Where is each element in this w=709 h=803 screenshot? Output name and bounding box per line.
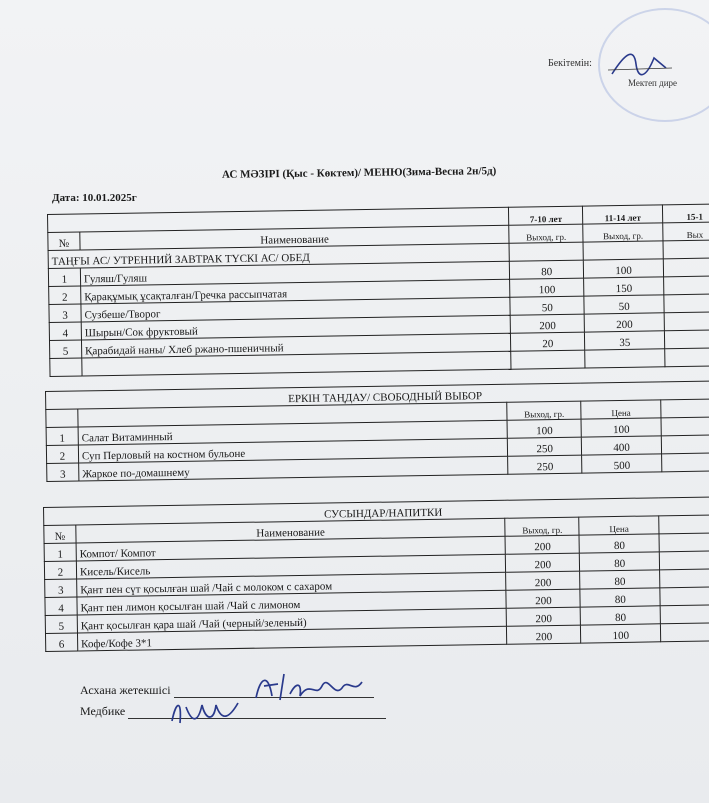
col-num-header: № [48, 232, 80, 250]
row-num: 5 [45, 615, 77, 633]
row-num: 5 [49, 340, 81, 358]
output-value: 35 [585, 331, 665, 350]
price-value: 100 [581, 624, 661, 643]
price-value: 500 [582, 454, 662, 473]
output-value: 250 [508, 437, 582, 456]
price-value: 100 [581, 418, 661, 437]
col-price-header: Цена [581, 400, 661, 419]
free-choice-title: ЕРКІН ТАҢДАУ/ СВОБОДНЫЙ ВЫБОР [46, 381, 709, 410]
row-num: 3 [49, 304, 81, 322]
dish-name: Шырын/Сок фруктовый [81, 315, 511, 340]
main-menu-table [47, 203, 709, 377]
approval-subtitle: Мектеп дире [628, 78, 678, 88]
output-value: 200 [506, 571, 580, 590]
output-value: 200 [507, 625, 581, 644]
row-num: 6 [45, 633, 77, 651]
dish-name: Жаркое по-домашнему [79, 456, 509, 481]
row-num: 1 [46, 427, 78, 445]
price-value: 80 [580, 606, 660, 625]
col-output-header: Выход, гр. [583, 223, 663, 242]
output-value: 80 [510, 260, 584, 279]
age-group-header: 7-10 лет [509, 206, 583, 225]
age-group-header: 15-1 [663, 204, 709, 223]
col-name-header: Наименование [76, 518, 506, 543]
output-value: 200 [510, 314, 584, 333]
drink-name: Қант қосылған қара шай /Чай (черный/зеленый) [77, 608, 507, 633]
col-output-header: Вых [663, 222, 709, 241]
output-value: 250 [508, 455, 582, 474]
col-output-header: Выход, гр. [507, 401, 581, 420]
approval-label: Бекітемін: [548, 58, 592, 69]
approval-block [548, 58, 678, 88]
dish-name: Қарабидай наны/ Хлеб ржано-пшеничный [81, 333, 511, 358]
nurse-signature [168, 693, 248, 729]
output-value: 200 [506, 589, 580, 608]
output-value: 20 [511, 332, 585, 351]
drink-name: Қант пен лимон қосылған шай /Чай с лимоном [77, 590, 507, 615]
nurse-label: Медбике [80, 704, 126, 718]
price-value: 80 [579, 534, 659, 553]
row-num: 1 [44, 543, 76, 561]
drinks-title: СУСЫНДАР/НАПИТКИ [44, 497, 709, 526]
output-value: 50 [510, 296, 584, 315]
free-choice-table [45, 380, 709, 482]
output-value: 50 [584, 295, 664, 314]
price-value: 80 [580, 588, 660, 607]
price-value: 400 [582, 436, 662, 455]
section-title: ТАҢҒЫ АС/ УТРЕННИЙ ЗАВТРАК ТҮСКІ АС/ ОБЕД [48, 243, 510, 268]
row-num: 2 [44, 561, 76, 579]
dish-name: Суп Перловый на костном бульоне [78, 438, 508, 463]
output-value: 100 [584, 259, 664, 278]
age-group-header: 11-14 лет [583, 205, 663, 224]
output-value: 200 [506, 553, 580, 572]
drink-name: Қант пен сүт қосылған шай /Чай с молоком с сахаром [77, 572, 507, 597]
drink-name: Кофе/Кофе 3*1 [77, 626, 507, 651]
col-output-header: Выход, гр. [509, 224, 583, 243]
output-value: 200 [505, 535, 579, 554]
page-title: АС МӘЗІРІ (Қыс - Көктем)/ МЕНЮ(Зима-Весна 2н/5д) [221, 165, 497, 181]
drink-name: Компот/ Компот [76, 536, 506, 561]
drink-name: Кисель/Кисель [76, 554, 506, 579]
col-name-header: Наименование [80, 225, 510, 250]
drinks-table [43, 496, 709, 652]
output-value: 100 [510, 278, 584, 297]
cook-signature [250, 668, 370, 708]
row-num: 1 [48, 268, 80, 286]
col-num-header: № [44, 525, 76, 543]
output-value: 200 [507, 607, 581, 626]
col-output-header: Выход, гр. [505, 517, 579, 536]
dish-name: Салат Витаминный [78, 420, 508, 445]
row-num: 4 [45, 597, 77, 615]
menu-date: Дата: 10.01.2025г [52, 192, 137, 204]
director-signature [606, 44, 676, 84]
row-num: 3 [45, 579, 77, 597]
price-value: 80 [580, 552, 660, 571]
output-value: 200 [584, 313, 664, 332]
row-num: 4 [49, 322, 81, 340]
output-value: 150 [584, 277, 664, 296]
row-num: 2 [46, 445, 78, 463]
row-num: 3 [47, 463, 79, 481]
dish-name: Гуляш/Гуляш [80, 261, 510, 286]
price-value: 80 [580, 570, 660, 589]
dish-name: Сузбеше/Творог [81, 297, 511, 322]
row-num: 2 [49, 286, 81, 304]
dish-name: Қарақұмық ұсақталған/Гречка рассыпчатая [81, 279, 511, 304]
col-price-header: Цена [579, 516, 659, 535]
output-value: 100 [507, 419, 581, 438]
cook-label: Асхана жетекшісі [80, 683, 171, 697]
